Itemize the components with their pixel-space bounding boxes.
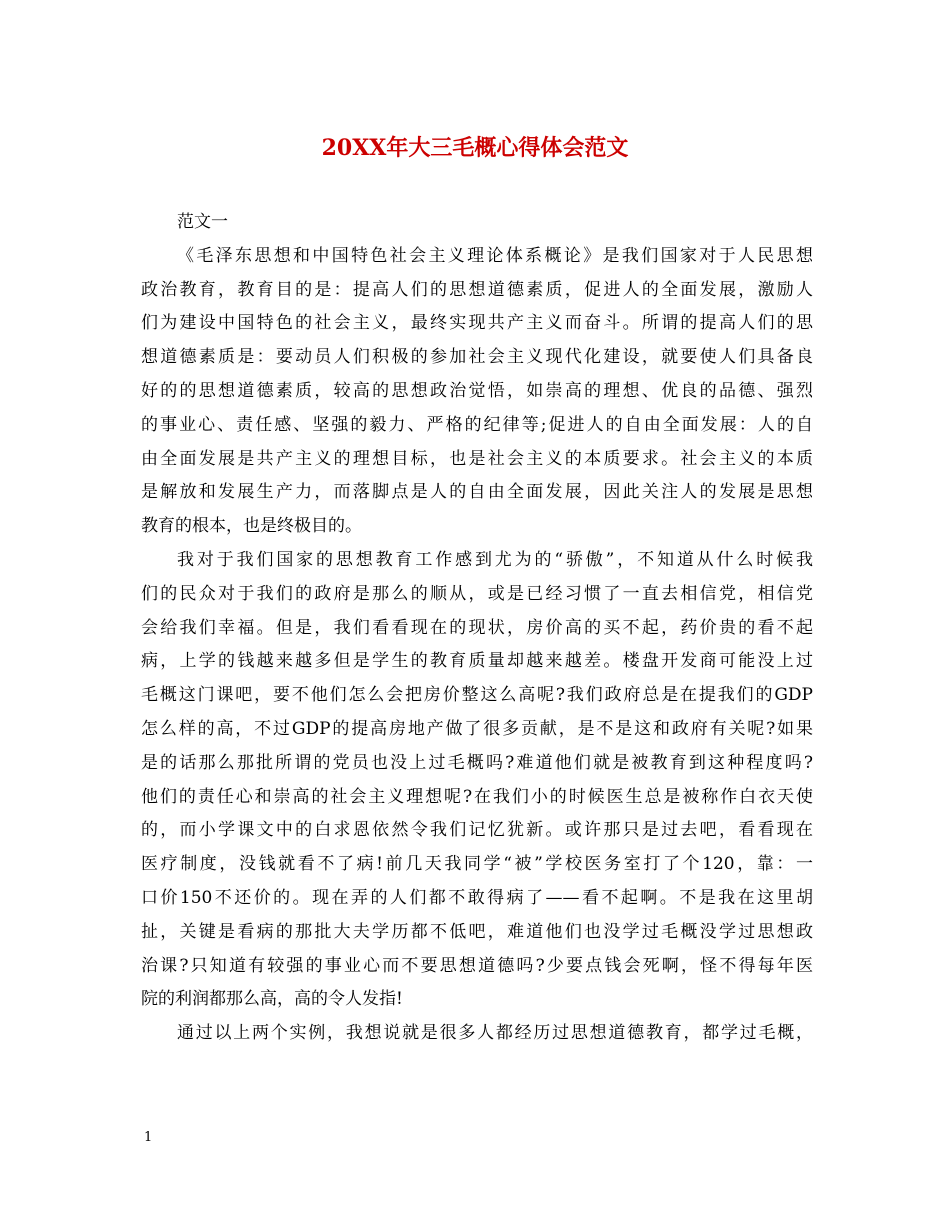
paragraph-line: 口价150不还价的。现在弄的人们都不敢得病了——看不起啊。不是我在这里胡 (141, 887, 813, 908)
paragraph-line: 医疗制度，没钱就看不了病!前几天我同学“被”学校医务室打了个120，靠：一 (141, 854, 813, 875)
paragraph-line: 我对于我们国家的思想教育工作感到尤为的“骄傲”，不知道从什么时候我 (177, 549, 813, 570)
paragraph-line: 病，上学的钱越来越多但是学生的教育质量却越来越差。楼盘开发商可能没上过 (141, 651, 813, 672)
paragraph-line: 政治教育，教育目的是：提高人们的思想道德素质，促进人的全面发展，激励人 (141, 279, 813, 300)
paragraph-line: 怎么样的高，不过GDP的提高房地产做了很多贡献，是不是这和政府有关呢?如果 (141, 718, 813, 739)
paragraph-line: 《毛泽东思想和中国特色社会主义理论体系概论》是我们国家对于人民思想 (177, 245, 813, 266)
paragraph-line: 他们的责任心和崇高的社会主义理想呢?在我们小的时候医生总是被称作白衣天使 (141, 786, 813, 807)
paragraph-line: 院的利润都那么高，高的令人发指! (141, 989, 403, 1010)
paragraph-line: 教育的根本，也是终极目的。 (141, 516, 362, 537)
document-body (141, 206, 813, 1051)
paragraph-line: 好的的思想道德素质，较高的思想政治觉悟，如崇高的理想、优良的品德、强烈 (141, 380, 813, 401)
page-number: 1 (144, 1130, 153, 1145)
paragraph-line: 是的话那么那批所谓的党员也没上过毛概吗?难道他们就是被教育到这种程度吗? (141, 752, 813, 773)
paragraph-line: 由全面发展是共产主义的理想目标，也是社会主义的本质要求。社会主义的本质 (141, 448, 813, 469)
paragraph-line: 想道德素质是：要动员人们积极的参加社会主义现代化建设，就要使人们具备良 (141, 347, 813, 368)
section-heading: 范文一 (177, 212, 228, 232)
paragraph-line: 们为建设中国特色的社会主义，最终实现共产主义而奋斗。所谓的提高人们的思 (141, 313, 813, 334)
paragraph-line: 们的民众对于我们的政府是那么的顺从，或是已经习惯了一直去相信党，相信党 (141, 583, 813, 604)
paragraph-line: 通过以上两个实例，我想说就是很多人都经历过思想道德教育，都学过毛概， (177, 1023, 813, 1044)
paragraph-line: 治课?只知道有较强的事业心而不要思想道德吗?少要点钱会死啊，怪不得每年医 (141, 955, 813, 976)
paragraph-line: 是解放和发展生产力，而落脚点是人的自由全面发展，因此关注人的发展是思想 (141, 482, 813, 503)
document-title: 20XX年大三毛概心得体会范文 (321, 135, 629, 161)
paragraph-line: 的，而小学课文中的白求恩依然令我们记忆犹新。或许那只是过去吧，看看现在 (141, 820, 813, 841)
paragraph-line: 扯，关键是看病的那批大夫学历都不低吧，难道他们也没学过毛概没学过思想政 (141, 921, 813, 942)
paragraph-line: 的事业心、责任感、坚强的毅力、严格的纪律等;促进人的自由全面发展：人的自 (141, 414, 813, 435)
paragraph-line: 会给我们幸福。但是，我们看看现在的现状，房价高的买不起，药价贵的看不起 (141, 617, 813, 638)
paragraph-line: 毛概这门课吧，要不他们怎么会把房价整这么高呢?我们政府总是在提我们的GDP (141, 685, 813, 706)
